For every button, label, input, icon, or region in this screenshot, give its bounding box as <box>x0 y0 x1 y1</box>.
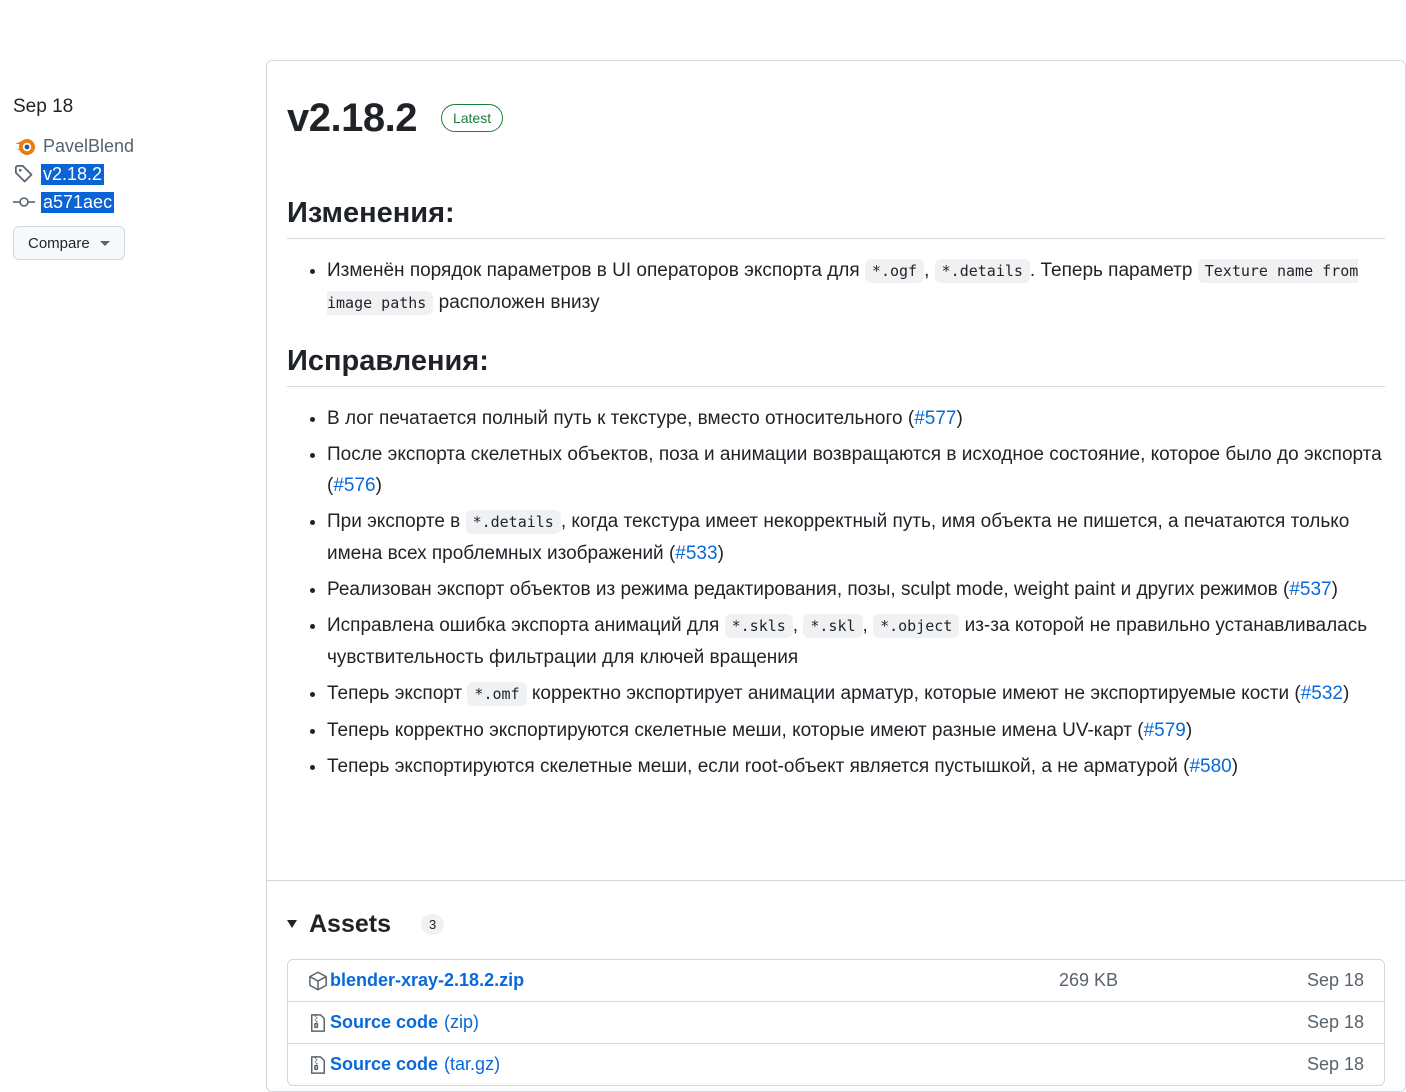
list-item <box>327 574 1385 605</box>
changes-heading: Изменения: <box>287 197 1385 239</box>
asset-row[interactable] <box>288 1001 1384 1043</box>
list-item <box>327 255 1385 319</box>
inline-code: *.skl <box>803 614 862 638</box>
commit-icon <box>13 191 35 213</box>
asset-size: 269 KB <box>1059 970 1119 990</box>
commit-link[interactable]: a571aec <box>43 191 113 212</box>
list-text: Теперь экспортируются скелетные меши, если root-объект является пустышкой, а не арматурой ( <box>327 756 1190 777</box>
tag-row[interactable] <box>13 160 243 188</box>
list-item <box>327 678 1385 710</box>
fixes-heading: Исправления: <box>287 345 1385 387</box>
inline-code: Texture name from image paths <box>327 259 1358 315</box>
list-text: , <box>792 615 804 636</box>
inline-code: *.omf <box>467 682 526 706</box>
file-zip-icon <box>308 1013 328 1033</box>
issue-link[interactable]: #533 <box>675 543 718 564</box>
list-text: Исправлена ошибка экспорта анимаций для <box>327 615 725 636</box>
inline-code: *.details <box>935 259 1030 283</box>
list-text: ) <box>717 543 724 564</box>
issue-link[interactable]: #580 <box>1189 756 1232 777</box>
author-row[interactable] <box>13 132 243 160</box>
issue-link[interactable]: #537 <box>1289 579 1332 600</box>
issue-link[interactable]: #532 <box>1300 683 1343 704</box>
release-title[interactable]: v2.18.2 <box>287 95 417 140</box>
list-text: При экспорте в <box>327 511 466 532</box>
asset-link[interactable]: Source code <box>330 1012 439 1032</box>
assets-section <box>287 909 1385 1086</box>
compare-button[interactable] <box>13 226 125 260</box>
list-text: ) <box>1331 579 1338 600</box>
release-card <box>266 60 1406 1092</box>
list-item <box>327 610 1385 673</box>
author-name[interactable]: PavelBlend <box>43 135 135 156</box>
asset-ext[interactable]: (tar.gz) <box>444 1054 501 1074</box>
list-text: ) <box>1185 720 1193 741</box>
issue-link[interactable]: #579 <box>1143 720 1186 741</box>
list-text: . Теперь параметр <box>1029 260 1198 281</box>
list-text: ) <box>1231 756 1239 777</box>
latest-badge: Latest <box>441 104 503 132</box>
list-text: В лог печатается полный путь к текстуре, вместо относительного ( <box>327 408 915 429</box>
avatar[interactable] <box>13 134 37 158</box>
list-item <box>327 751 1385 782</box>
release-date: Sep 18 <box>13 96 74 117</box>
divider <box>267 880 1405 881</box>
list-text: расположен внизу <box>433 292 600 313</box>
fixes-list <box>287 403 1385 782</box>
issue-link[interactable]: #576 <box>333 475 376 496</box>
list-item <box>327 403 1385 434</box>
list-text: Теперь корректно экспортируются скелетные меши, которые имеют разные имена UV-карт ( <box>327 720 1144 741</box>
changes-list <box>287 255 1385 319</box>
list-text: Теперь экспорт <box>327 683 468 704</box>
compare-label: Compare <box>28 234 90 252</box>
issue-link[interactable]: #577 <box>914 408 957 429</box>
assets-toggle[interactable] <box>287 909 1385 939</box>
inline-code: *.details <box>466 510 561 534</box>
asset-date: Sep 18 <box>1306 970 1364 990</box>
list-text: После экспорта скелетных объектов, поза и анимации возвращаются в исходное состояние, которое было до экспорта ( <box>327 444 1382 496</box>
list-text: корректно экспортирует анимации арматур, которые имеют не экспортируемые кости ( <box>526 683 1301 704</box>
inline-code: *.ogf <box>865 259 924 283</box>
asset-list <box>287 959 1385 1086</box>
asset-date: Sep 18 <box>1306 1054 1364 1074</box>
inline-code: *.object <box>873 614 959 638</box>
chevron-down-icon <box>100 241 110 246</box>
list-text: Реализован экспорт объектов из режима редактирования, позы, sculpt mode, weight paint и других режимов ( <box>327 579 1290 600</box>
asset-date: Sep 18 <box>1306 1012 1364 1032</box>
assets-counter: 3 <box>421 914 444 935</box>
list-text: , <box>862 615 874 636</box>
list-item <box>327 506 1385 569</box>
file-zip-icon <box>308 1055 328 1075</box>
asset-row[interactable] <box>288 1043 1384 1085</box>
commit-row[interactable] <box>13 188 243 216</box>
assets-title: Assets <box>309 909 391 938</box>
list-text: , <box>924 260 935 281</box>
list-item <box>327 715 1385 746</box>
list-text: Изменён порядок параметров в UI операторов экспорта для <box>327 260 865 281</box>
tag-link[interactable]: v2.18.2 <box>43 163 103 184</box>
list-item <box>327 439 1385 501</box>
package-icon <box>308 971 328 991</box>
asset-row[interactable] <box>288 960 1384 1001</box>
triangle-down-icon <box>287 920 297 928</box>
list-text: из-за которой не правильно устанавливалась чувствительность фильтрации для ключей вращения <box>327 615 1368 668</box>
asset-ext[interactable]: (zip) <box>444 1012 480 1032</box>
list-text: ) <box>956 408 963 429</box>
release-meta <box>13 94 243 260</box>
tag-icon <box>13 163 35 185</box>
asset-link[interactable]: blender-xray-2.18.2.zip <box>330 970 525 990</box>
asset-link[interactable]: Source code <box>330 1054 439 1074</box>
list-text: ) <box>1342 683 1350 704</box>
inline-code: *.skls <box>725 614 793 638</box>
list-text: ) <box>375 475 382 496</box>
list-text: , когда текстура имеет некорректный путь, имя объекта не пишется, а печатаются только имена всех проблемных изображений ( <box>327 511 1350 564</box>
release-header <box>287 89 1385 147</box>
